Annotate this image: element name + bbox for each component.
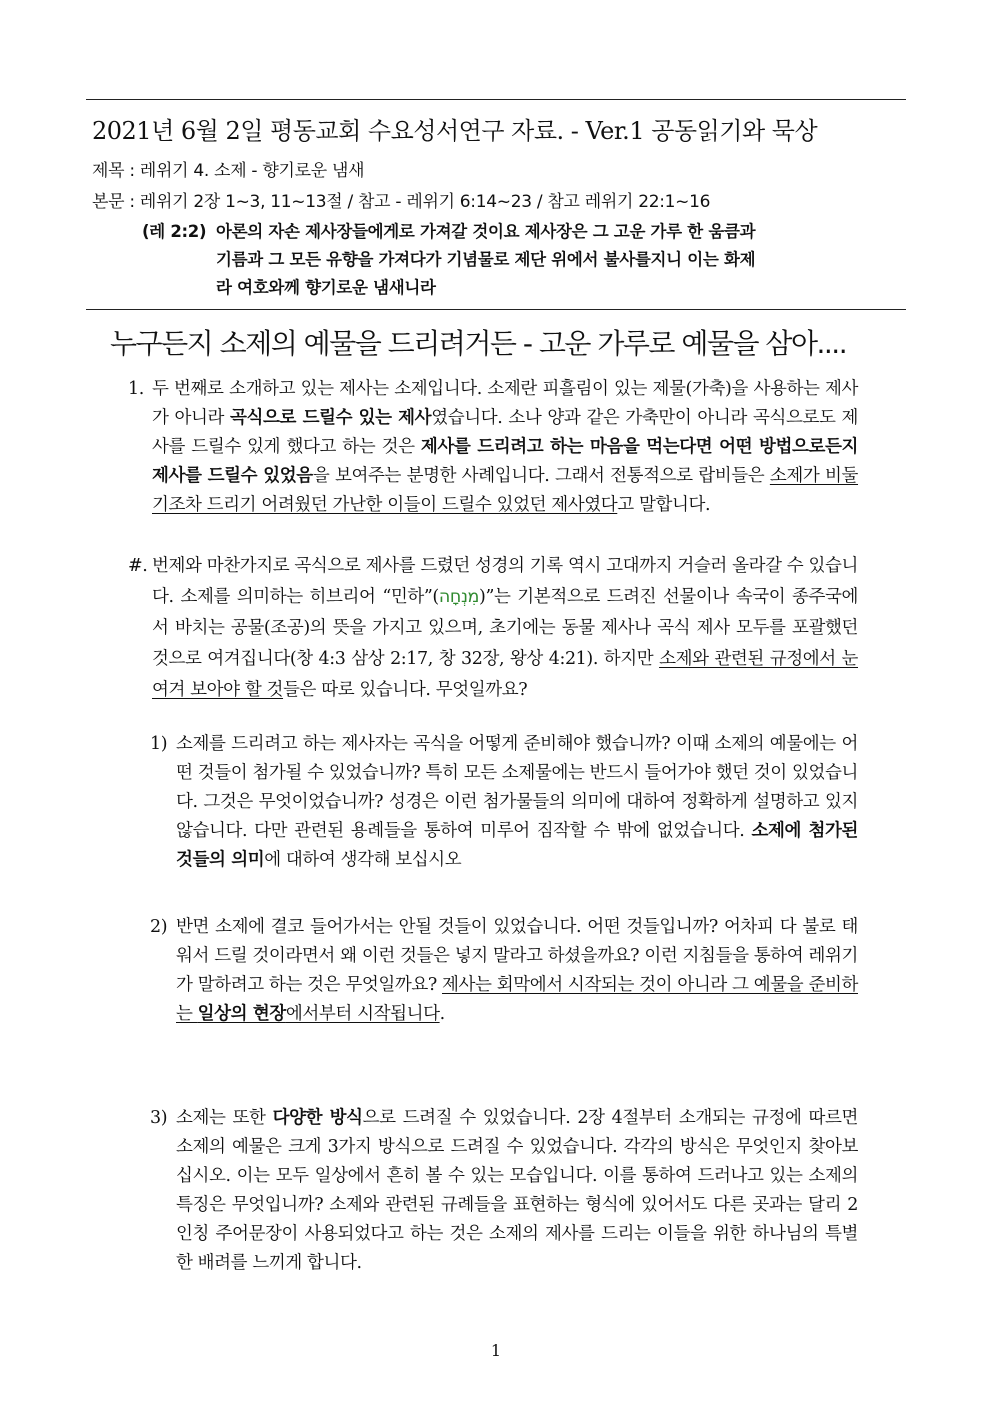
bold-phrase: 제사를 드리려고 하는 마음을 먹는다면 어떤 방법으로든지 제사를 드릴수 있었음	[152, 437, 859, 486]
text-run: )”는 기본적으로 드려진 선물이나 속국이 종주국에서 바치는 공물(조공)의 뜻을 가지고 있으며, 초기에는 동물 제사나 곡식 제사 모두를 포괄했던 것으로 여겨집니다(창 4:3 삼상 2:17, 창 32장, 왕상 4:21). 하지만	[152, 587, 859, 669]
paragraph-2	[128, 551, 858, 706]
question-number: 3)	[150, 1108, 168, 1128]
question-number: 2)	[150, 917, 168, 937]
paragraph-number: 1.	[128, 379, 144, 399]
bold-phrase: 다양한 방식	[272, 1108, 363, 1128]
paragraph-number: #.	[128, 556, 148, 576]
underlined-phrase: 소제가 비둘기조차 드리기 어려웠던 가난한 이들이 드릴수 있었던 제사였다	[152, 466, 859, 515]
underlined-bold-phrase: 일상의 현장	[197, 1004, 286, 1024]
question-3	[150, 1104, 858, 1278]
top-rule	[86, 99, 906, 100]
question-number: 1)	[150, 734, 168, 754]
question-1	[150, 730, 858, 875]
paragraph-1	[128, 375, 858, 520]
text-run: 을 보여주는 분명한 사례입니다. 그래서 전통적으로 랍비들은	[312, 466, 770, 486]
text-run: 으로 드려질 수 있었습니다. 2장 4절부터 소개되는 규정에 따르면 소제의 예물은 크게 3가지 방식으로 드려질 수 있었습니다. 각각의 방식은 무엇인지 찾아보십시오. 이는 모두 일상에서 흔히 볼 수 있는 모습입니다. 이를 통하여 드러나고 있는 소제의 특징은 무엇입니까? 소제와 관련된 규례들을 표현하는 형식에 있어서도 다른 곳과는 달리 2인칭 주어문장이 사용되었다고 하는 것은 소제의 제사를 드리는 이들을 위한 하나님의 특별한 배려를 느끼게 합니다.	[176, 1108, 859, 1273]
question-body	[176, 730, 858, 875]
hebrew-word: מִנְחָה	[438, 587, 480, 607]
question-body	[176, 1104, 858, 1278]
question-2	[150, 913, 858, 1029]
text-run: 소제를 드리려고 하는 제사자는 곡식을 어떻게 준비해야 했습니까? 이때 소제의 예물에는 어떤 것들이 첨가될 수 있었습니까? 특히 모든 소제물에는 반드시 들어가야 했던 것이 있었습니다. 그것은 무엇이었습니까? 성경은 이런 첨가물들의 의미에 대하여 정확하게 설명하고 있지않습니다. 다만 관련된 용례들을 통하여 미루어 짐작할 수 밖에 없었습니다.	[176, 734, 858, 841]
quote-reference: (레 2:2)	[142, 222, 207, 241]
text-run: .	[439, 1004, 445, 1024]
paragraph-body	[152, 375, 858, 520]
paragraph-body	[152, 551, 858, 706]
text-run: 에 대하여 생각해 보십시오	[264, 850, 462, 870]
question-body	[176, 913, 858, 1029]
text-line: 본문 : 레위기 2장 1~3, 11~13절 / 참고 - 레위기 6:14~23 / 참고 레위기 22:1~16	[92, 192, 711, 212]
text-run: 두 번째로 소개하고 있는 제사는 소제입니다. 소제란 피흘림이 있는 제물(가축)을 사용하는 제사가 아니라	[152, 379, 858, 428]
text-run: 고 말합니다.	[617, 495, 711, 515]
text-run: 반면 소제에 결코 들어가서는 안될 것들이 있었습니다. 어떤 것들입니까? 어차피 다 불로 태워서 드릴 것이라면서 왜 이런 것들은 넣지 말라고 하셨을까요? 이런 지침들을 통하여 레위기가 말하려고 하는 것은 무엇일까요?	[176, 917, 858, 995]
underlined-phrase: 소제와 관련된 규정에서 눈여겨 보아야 할 것	[152, 649, 858, 700]
text-run: 소제는 또한	[176, 1108, 273, 1128]
subject-line: 제목 : 레위기 4. 소제 - 향기로운 냄새	[92, 161, 365, 181]
bold-phrase: 곡식으로 드릴수 있는 제사	[230, 408, 432, 428]
quote-line-1: 아론의 자손 제사장들에게로 가져갈 것이요 제사장은 그 고운 가루 한 움큼과	[216, 222, 756, 241]
underlined-phrase: 에서부터 시작됩니다	[285, 1004, 440, 1024]
section-heading: 누구든지 소제의 예물을 드리려거든 - 고운 가루로 예물을 삼아....	[110, 327, 847, 360]
text-run: 번제와 마찬가지로 곡식으로 제사를 드렸던 성경의 기록 역시 고대까지 거슬러 올라갈 수 있습니다. 소제를 의미하는 히브리어 “민하”(	[152, 556, 858, 607]
quote-line-2: 기름과 그 모든 유향을 가져다가 기념물로 제단 위에서 불사를지니 이는 화제	[216, 250, 756, 269]
document-title: 2021년 6월 2일 평동교회 수요성서연구 자료. - Ver.1 공동읽기와 묵상	[92, 117, 818, 145]
header-bottom-rule	[86, 309, 906, 310]
text-run: 였습니다. 소나 양과 같은 가축만이 아니라 곡식으로도 제사를 드릴수 있게 했다고 하는 것은	[152, 408, 858, 457]
underlined-phrase: 제사는 회막에서 시작되는 것이 아니라 그 예물을 준비하는	[176, 975, 858, 1024]
text-run: 들은 따로 있습니다. 무엇일까요?	[283, 680, 528, 700]
quote-line-3: 라 여호와께 향기로운 냄새니라	[216, 278, 436, 297]
bold-phrase: 소제에 첨가된 것들의 의미	[176, 821, 858, 870]
page-number: 1	[490, 1341, 502, 1360]
